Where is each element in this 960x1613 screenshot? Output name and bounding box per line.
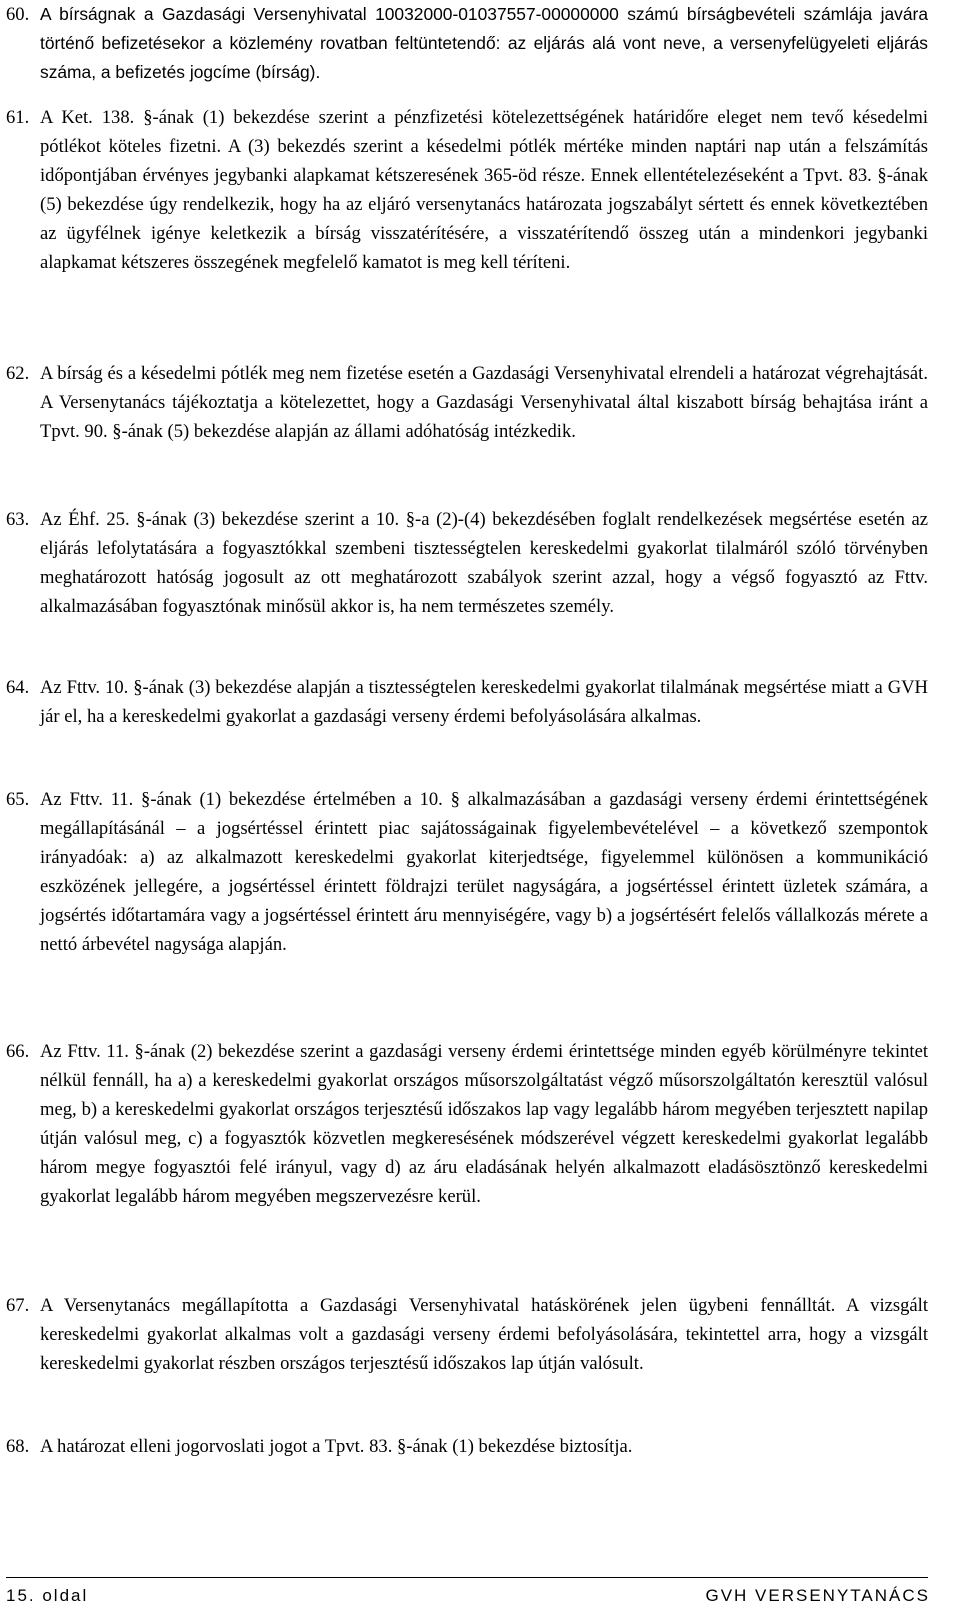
paragraph-number: 66. [6,1041,30,1062]
paragraph-text: A bírságnak a Gazdasági Versenyhivatal 10032000-01037557-00000000 számú bírságbevételi számlája javára történő befizetésekor a közlemény rovatban feltüntetendő: az eljárás alá vont neve, a versenyfelügyeleti eljárás száma, a befizetés jogcíme (bírság). [40,4,928,82]
paragraph-text: Az Fttv. 11. §-ának (1) bekezdése értelmében a 10. § alkalmazásában a gazdasági verseny érdemi érintettségének megállapításánál – a jogsértéssel érintett piac sajátosságainak figyelembevételével – a következő szempontok irányadóak: a) az alkalmazott kereskedelmi gyakorlat kiterjedtsége, figyelemmel különösen a kommunikáció eszközének jellegére, a jogsértéssel érintett földrajzi terület nagyságára, a jogsértéssel érintett üzletek számára, a jogsértés időtartamára vagy a jogsértéssel érintett áru mennyiségére, vagy b) a jogsértésért felelős vállalkozás mérete a nettó árbevétel nagysága alapján. [40,789,928,955]
paragraph-number: 60. [6,4,30,25]
paragraph-number: 65. [6,789,30,810]
paragraph-text: Az Fttv. 10. §-ának (3) bekezdése alapján a tisztességtelen kereskedelmi gyakorlat tilalmának megsértése miatt a GVH jár el, ha a kereskedelmi gyakorlat a gazdasági verseny érdemi befolyásolására alkalmas. [40,677,928,727]
paragraph-text: A bírság és a késedelmi pótlék meg nem fizetése esetén a Gazdasági Versenyhivatal elrendeli a határozat végrehajtását. A Versenytanács tájékoztatja a kötelezettet, hogy a Gazdasági Versenyhivatal által kiszabott bírság behajtása iránt a Tpvt. 90. §-ának (5) bekezdése alapján az állami adóhatóság intézkedik. [40,363,928,442]
paragraph-text: A Ket. 138. §-ának (1) bekezdése szerint a pénzfizetési kötelezettségének határidőre eleget nem tevő késedelmi pótlékot köteles fizetni. A (3) bekezdés szerint a késedelmi pótlék mértéke minden naptári nap után a felszámítás időpontjában érvényes jegybanki alapkamat kétszeresének 365-öd része. Ennek ellentételezéseként a Tpvt. 83. §-ának (5) bekezdése úgy rendelkezik, hogy ha az eljáró versenytanács határozata jogszabályt sértett és ennek következtében az ügyfélnek igénye keletkezik a bírság visszatérítésére, a visszatérítendő összeg után a mindenkori jegybanki alapkamat kétszeres összegének megfelelő kamatot is meg kell téríteni. [40,107,928,273]
paragraph-number: 62. [6,363,30,384]
paragraph-text: A Versenytanács megállapította a Gazdasági Versenyhivatal hatáskörének jelen ügybeni fennálltát. A vizsgált kereskedelmi gyakorlat alkalmas volt a gazdasági verseny érdemi befolyásolására, tekintettel arra, hogy a vizsgált kereskedelmi gyakorlat részben országos terjesztésű időszakos lap útján valósult. [40,1295,928,1374]
footer-divider [6,1577,928,1578]
paragraph-text: Az Éhf. 25. §-ának (3) bekezdése szerint a 10. §-a (2)-(4) bekezdésében foglalt rendelkezések megsértése esetén az eljárás lefolytatására a fogyasztókkal szembeni tisztességtelen kereskedelmi gyakorlat tilalmáról szóló törvényben meghatározott hatóság jogosult az ott meghatározott szabályok szerint azzal, hogy a végső fogyasztó az Fttv. alkalmazásában fogyasztónak minősül akkor is, ha nem természetes személy. [40,509,928,617]
footer-organization: GVH VERSENYTANÁCS [705,1586,930,1605]
paragraph-number: 61. [6,107,30,128]
paragraph-number: 67. [6,1295,30,1316]
footer-page-number: 15. oldal [6,1586,89,1605]
paragraph-number: 68. [6,1436,30,1457]
paragraph-text: A határozat elleni jogorvoslati jogot a Tpvt. 83. §-ának (1) bekezdése biztosítja. [40,1436,633,1457]
paragraph-number: 64. [6,677,30,698]
paragraph-text: Az Fttv. 11. §-ának (2) bekezdése szerint a gazdasági verseny érdemi érintettsége minden egyéb körülményre tekintet nélkül fennáll, ha a) a kereskedelmi gyakorlat országos műsorszolgáltatást végző műsorszolgáltatón keresztül valósul meg, b) a kereskedelmi gyakorlat országos terjesztésű időszakos lap vagy legalább három megyében terjesztett napilap útján valósul meg, c) a fogyasztók közvetlen megkeresésének módszerével végzett kereskedelmi gyakorlat legalább három megye fogyasztói felé irányul, vagy d) az áru eladásának helyén alkalmazott eladásösztönző kereskedelmi gyakorlat legalább három megyében megszervezésre kerül. [40,1041,928,1207]
paragraph-number: 63. [6,509,30,530]
